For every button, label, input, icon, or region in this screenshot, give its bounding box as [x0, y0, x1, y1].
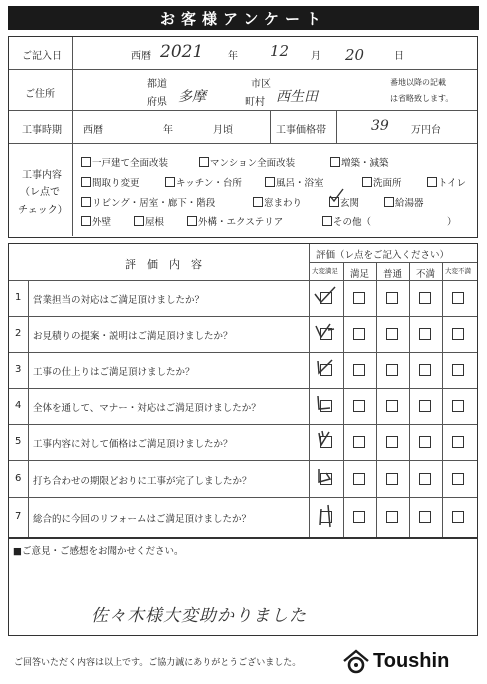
- address-pref-value[interactable]: 多摩: [178, 89, 206, 105]
- rating-checkbox[interactable]: [353, 511, 365, 523]
- evaluation-table: [8, 243, 478, 538]
- question-text: お見積りの提案・説明はご満足頂けましたか？: [33, 331, 233, 342]
- opinion-label: ■ご意見・ご感想をお聞かせください。: [13, 546, 184, 557]
- work-period-era: 西暦: [83, 125, 103, 136]
- address-label: ご住所: [25, 89, 55, 100]
- footer-thanks: ご回答いただく内容は以上です。ご協力誠にありがとうございました。: [14, 658, 302, 668]
- question-number: 5: [15, 436, 22, 447]
- rating-checkbox[interactable]: [419, 328, 431, 340]
- question-number: 3: [15, 364, 22, 375]
- checkbox-icon: [384, 197, 394, 207]
- rating-checkbox[interactable]: [452, 400, 464, 412]
- entry-date-era: 西暦: [131, 51, 151, 62]
- checkbox-icon: [199, 157, 209, 167]
- work-option[interactable]: マンション全面改装: [199, 155, 295, 169]
- brand-name: Toushin: [373, 650, 450, 672]
- handwritten-check-icon: [312, 392, 338, 414]
- rating-checkbox[interactable]: [452, 473, 464, 485]
- rating-checkbox[interactable]: [452, 364, 464, 376]
- handwritten-check-icon: [312, 356, 338, 378]
- work-option[interactable]: 窓まわり: [253, 195, 302, 209]
- rating-checkbox[interactable]: [353, 400, 365, 412]
- question-text: 全体を通して、マナー・対応はご満足頂けましたか？: [33, 403, 261, 414]
- rating-checkbox[interactable]: [353, 364, 365, 376]
- entry-date-year-unit: 年: [228, 51, 238, 62]
- entry-date-year[interactable]: 2021: [160, 42, 204, 62]
- work-option[interactable]: 風呂・浴室: [265, 175, 324, 189]
- checkbox-icon: [81, 157, 91, 167]
- rating-checkbox[interactable]: [386, 436, 398, 448]
- work-option[interactable]: 屋根: [134, 214, 164, 228]
- eval-col-very-satisfied: 大変満足: [312, 267, 338, 275]
- rating-checkbox[interactable]: [419, 364, 431, 376]
- checkbox-icon: [81, 197, 91, 207]
- work-option[interactable]: 玄関: [329, 195, 359, 209]
- address-pref-top: 都道: [147, 79, 167, 90]
- checkbox-icon: [322, 216, 332, 226]
- checkbox-icon: [253, 197, 263, 207]
- rating-checkbox[interactable]: [452, 328, 464, 340]
- work-option[interactable]: 外壁: [81, 214, 111, 228]
- work-option[interactable]: 増築・減築: [330, 155, 389, 169]
- handwritten-check-icon: [312, 428, 338, 450]
- handwritten-check-icon: [312, 503, 338, 531]
- rating-checkbox[interactable]: [353, 473, 365, 485]
- work-option[interactable]: その他（ ）: [322, 214, 457, 228]
- rating-checkbox[interactable]: [419, 400, 431, 412]
- rating-checkbox[interactable]: [386, 511, 398, 523]
- rating-checkbox[interactable]: [452, 511, 464, 523]
- work-content-label-1: 工事内容: [22, 170, 62, 181]
- address-pref-bottom: 府県: [147, 97, 167, 108]
- rating-checkbox[interactable]: [419, 436, 431, 448]
- question-number: 2: [15, 328, 22, 339]
- checkbox-icon: [134, 216, 144, 226]
- question-text: 営業担当の対応はご満足頂けましたか？: [33, 295, 205, 306]
- eval-col-satisfied: 満足: [350, 269, 370, 280]
- address-city-value[interactable]: 西生田: [276, 89, 318, 105]
- work-option[interactable]: 外構・エクステリア: [187, 214, 283, 228]
- entry-date-month[interactable]: 12: [270, 42, 290, 60]
- work-content-label-2: （レ点で: [20, 187, 60, 198]
- entry-date-label: ご記入日: [22, 51, 62, 62]
- address-note-line1: 番地以降の記載: [390, 78, 446, 87]
- work-option[interactable]: 間取り変更: [81, 175, 140, 189]
- work-period-month-unit: 月頃: [213, 125, 233, 136]
- rating-checkbox[interactable]: [386, 400, 398, 412]
- opinion-text[interactable]: 佐々木様大変助かりました: [91, 606, 307, 626]
- eval-col-dissatisfied: 不満: [416, 269, 436, 280]
- rating-checkbox[interactable]: [452, 292, 464, 304]
- question-number: 4: [15, 400, 22, 411]
- form-title: お客様アンケート: [8, 6, 479, 30]
- work-option[interactable]: 洗面所: [362, 175, 402, 189]
- question-text: 総合的に今回のリフォームはご満足頂けましたか？: [33, 514, 252, 525]
- rating-checkbox[interactable]: [419, 292, 431, 304]
- rating-checkbox[interactable]: [419, 511, 431, 523]
- rating-checkbox[interactable]: [386, 364, 398, 376]
- rating-checkbox[interactable]: [419, 473, 431, 485]
- checkbox-icon: [362, 177, 372, 187]
- work-option[interactable]: リビング・居室・廊下・階段: [81, 195, 215, 209]
- work-option[interactable]: 一戸建て全面改装: [81, 155, 168, 169]
- eval-col-very-dissatisfied: 大変不満: [445, 267, 471, 275]
- work-content-label-3: チェック）: [18, 205, 68, 216]
- address-city-bottom: 町村: [245, 97, 265, 108]
- toushin-logo-icon: [341, 648, 371, 676]
- checkmark-icon: [326, 186, 346, 206]
- handwritten-check-icon: [312, 465, 338, 487]
- rating-checkbox[interactable]: [386, 328, 398, 340]
- question-text: 工事内容に対して価格はご満足頂けましたか？: [33, 439, 233, 450]
- checkbox-icon: [265, 177, 275, 187]
- work-period-year-unit: 年: [163, 125, 173, 136]
- work-option[interactable]: 給湯器: [384, 195, 424, 209]
- question-text: 工事の仕上りはご満足頂けましたか？: [33, 367, 195, 378]
- rating-checkbox[interactable]: [386, 292, 398, 304]
- rating-checkbox[interactable]: [386, 473, 398, 485]
- price-range-label: 工事価格帯: [276, 125, 326, 136]
- address-note-line2: は省略致します。: [390, 94, 454, 103]
- entry-date-day-unit: 日: [394, 51, 404, 62]
- price-range-value[interactable]: 39: [371, 118, 389, 134]
- eval-header-left: 評 価 内 容: [125, 258, 202, 271]
- checkbox-icon: [187, 216, 197, 226]
- address-city-top: 市区: [251, 79, 271, 90]
- checkbox-icon: [427, 177, 437, 187]
- rating-checkbox[interactable]: [353, 328, 365, 340]
- handwritten-check-icon: [312, 320, 338, 342]
- rating-checkbox[interactable]: [353, 292, 365, 304]
- entry-date-month-unit: 月: [311, 51, 321, 62]
- work-option[interactable]: トイレ: [427, 175, 466, 189]
- checkbox-icon: [165, 177, 175, 187]
- checkbox-icon: [330, 157, 340, 167]
- rating-checkbox[interactable]: [452, 436, 464, 448]
- question-number: 1: [15, 292, 22, 303]
- entry-date-day[interactable]: 20: [345, 46, 365, 64]
- rating-checkbox[interactable]: [353, 436, 365, 448]
- checkbox-icon: [81, 216, 91, 226]
- eval-col-neutral: 普通: [383, 269, 403, 280]
- question-number: 6: [15, 473, 22, 484]
- question-number: 7: [15, 511, 22, 522]
- checkbox-icon: [81, 177, 91, 187]
- work-period-label: 工事時期: [22, 125, 62, 136]
- price-range-unit: 万円台: [411, 125, 441, 136]
- eval-header-right: 評価（レ点をご記入ください）: [316, 250, 450, 261]
- work-option[interactable]: キッチン・台所: [165, 175, 242, 189]
- handwritten-check-icon: [312, 284, 338, 306]
- question-text: 打ち合わせの期限どおりに工事が完了しましたか？: [33, 476, 252, 487]
